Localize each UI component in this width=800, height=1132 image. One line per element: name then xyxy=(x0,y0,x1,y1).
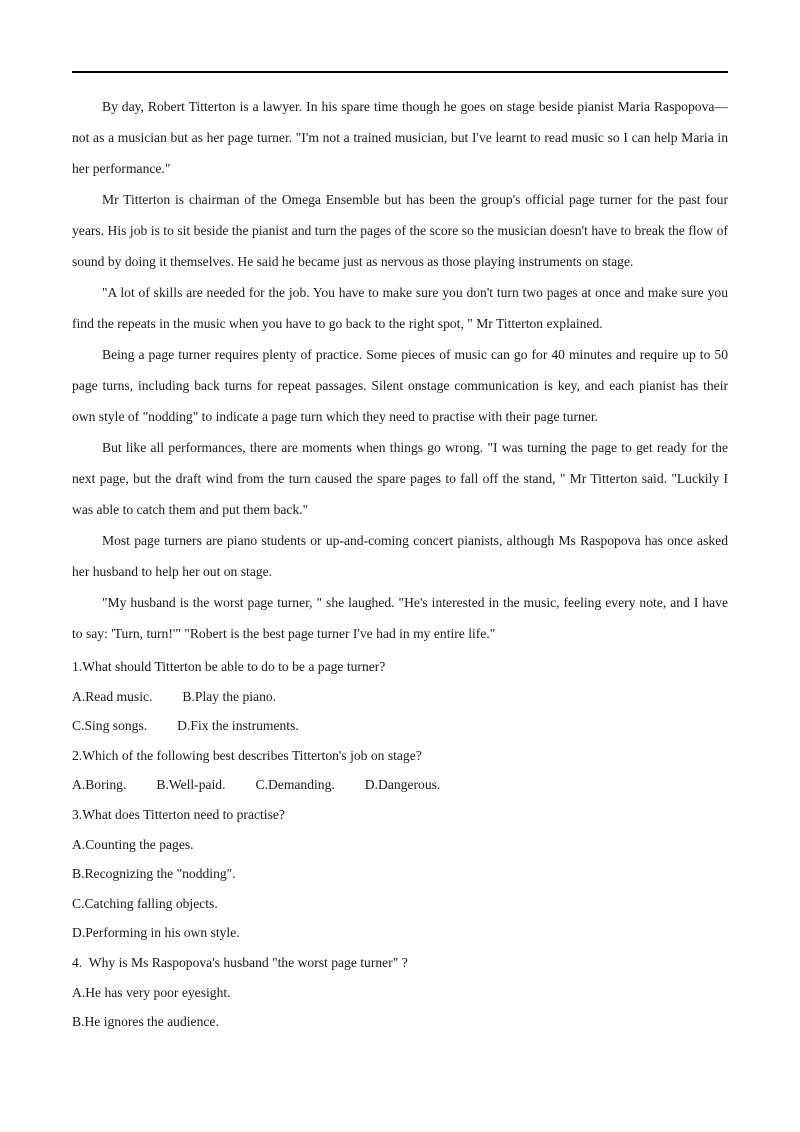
passage-paragraph: Being a page turner requires plenty of practice. Some pieces of music can go for 40 minutes and require up to 50 page turns, including back turns for repeat passages. Silent onstage communication is key, and each pianist has their own style of "nodding" to indicate a page turn which they need to practise with their page turner. xyxy=(72,347,728,424)
question-list xyxy=(72,652,728,1037)
question-stem: 4. Why is Ms Raspopova's husband "the worst page turner" ? xyxy=(72,954,408,970)
option-a: A.Boring. xyxy=(72,777,127,793)
passage-paragraph: But like all performances, there are moments when things go wrong. "I was turning the page to get ready for the next page, but the draft wind from the turn caused the spare pages to fall off the stand, " Mr Titterton said. "Luckily I was able to catch them and put them back." xyxy=(72,440,728,517)
option-row xyxy=(72,682,728,712)
passage-paragraph: "My husband is the worst page turner, " she laughed. "He's interested in the music, feeling every note, and I have to say: 'Turn, turn!'" "Robert is the best page turner I've had in my entire life." xyxy=(72,595,728,641)
question-2 xyxy=(72,741,728,800)
option-d: D.Performing in his own style. xyxy=(72,925,240,941)
option-c: C.Sing songs. xyxy=(72,718,148,734)
passage-paragraph: Most page turners are piano students or up-and-coming concert pianists, although Ms Raspopova has once asked her husband to help her out on stage. xyxy=(72,533,728,579)
option-row xyxy=(72,711,728,741)
option-c: C.Demanding. xyxy=(255,777,335,793)
reading-passage xyxy=(72,91,728,649)
option-a: A.Read music. xyxy=(72,688,153,704)
option-row xyxy=(72,770,728,800)
passage-paragraph: Mr Titterton is chairman of the Omega Ensemble but has been the group's official page turner for the past four years. His job is to sit beside the pianist and turn the pages of the score so the musician doesn't have to break the flow of sound by doing it themselves. He said he became just as nervous as those playing instruments on stage. xyxy=(72,192,728,269)
option-b: B.Recognizing the "nodding". xyxy=(72,866,236,882)
question-stem: 2.Which of the following best describes Titterton's job on stage? xyxy=(72,747,422,763)
question-1 xyxy=(72,652,728,741)
option-b: B.He ignores the audience. xyxy=(72,1014,219,1030)
header-rule xyxy=(72,71,728,73)
option-b: B.Well-paid. xyxy=(156,777,226,793)
option-c: C.Catching falling objects. xyxy=(72,895,218,911)
passage-paragraph: By day, Robert Titterton is a lawyer. In his spare time though he goes on stage beside pianist Maria Raspopova—not as a musician but as her page turner. "I'm not a trained musician, but I've learnt to read music so I can help Maria in her performance." xyxy=(72,99,728,176)
option-a: A.He has very poor eyesight. xyxy=(72,984,231,1000)
option-d: D.Dangerous. xyxy=(364,777,441,793)
question-stem: 1.What should Titterton be able to do to be a page turner? xyxy=(72,659,386,674)
question-3 xyxy=(72,800,728,948)
passage-paragraph: "A lot of skills are needed for the job. You have to make sure you don't turn two pages at once and make sure you find the repeats in the music when you have to go back to the right spot, " Mr Titterton explained. xyxy=(72,285,728,331)
question-stem: 3.What does Titterton need to practise? xyxy=(72,806,285,822)
option-b: B.Play the piano. xyxy=(182,688,277,704)
question-4 xyxy=(72,948,728,1037)
option-a: A.Counting the pages. xyxy=(72,836,194,852)
option-d: D.Fix the instruments. xyxy=(177,718,299,734)
